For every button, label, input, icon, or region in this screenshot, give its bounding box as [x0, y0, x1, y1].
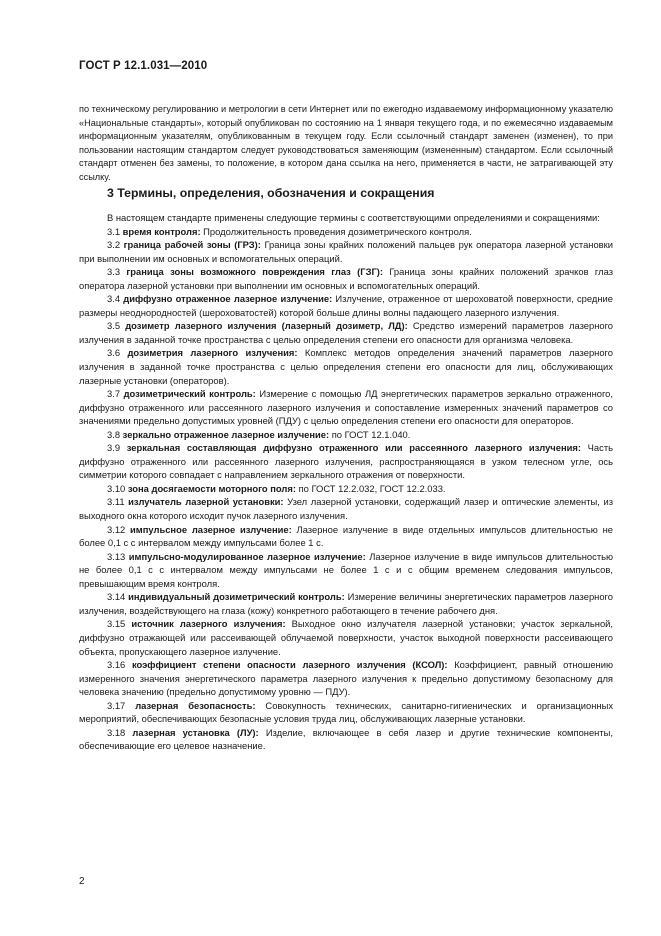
- term-entry: [79, 726, 613, 753]
- term-definition: Средство измерений параметров лазерного излучения в заданной точке пространства с целью определения степени его опасности для организма человека.: [79, 320, 614, 345]
- term-name: лазерная установка (ЛУ):: [132, 726, 259, 738]
- term-entry: [79, 441, 613, 482]
- term-number: 3.7: [107, 388, 121, 400]
- term-definition: Часть диффузно отраженного или рассеянного лазерного излучения, распространяющаяся в узком телесном угле, ось симметрии которого совпадает с направлением зеркального отражения от поверхности.: [79, 442, 613, 481]
- term-entry: [79, 238, 613, 265]
- term-number: 3.17: [107, 699, 126, 711]
- term-name: дозиметрия лазерного излучения:: [127, 347, 298, 359]
- term-number: 3.2: [107, 239, 121, 251]
- term-name: зеркально отраженное лазерное излучение:: [122, 428, 330, 440]
- term-definition: Лазерное излучение в виде импульсов длительностью не более 0,1 с с интервалом между импульсами не более 1 с и с общим временем следования импульсов, превышающим время контроля.: [79, 550, 614, 589]
- term-definition: Граница зоны крайних положений зрачков глаз оператора лазерной установки при выполнении им основных и вспомогательных операций.: [79, 266, 614, 291]
- term-number: 3.9: [107, 442, 121, 454]
- term-definition: Изделие, включающее в себя лазер и другие технические компоненты, обеспечивающие его целевое назначение.: [79, 726, 613, 752]
- term-entry: [79, 590, 613, 617]
- term-number: 3.10: [107, 482, 126, 494]
- term-entry: [79, 387, 613, 428]
- term-name: коэффициент степени опасности лазерного излучения (КСОЛ):: [131, 659, 448, 671]
- term-entry: [79, 523, 613, 550]
- term-entry: [79, 265, 613, 292]
- term-number: 3.1: [107, 225, 121, 237]
- term-entry: [79, 292, 613, 319]
- term-name: граница зоны возможного повреждения глаз (ГЗГ):: [126, 266, 384, 278]
- term-number: 3.6: [107, 347, 121, 359]
- lead-paragraph: В настоящем стандарте применены следующие термины с соответствующими определениями и сокращениями:: [107, 212, 600, 223]
- term-definition: Комплекс методов определения значений параметров лазерного излучения в заданной точке пространства с целью определения степени его опасности для лиц, обслуживающих лазерные установки (операторов).: [79, 347, 613, 386]
- terms-list: [79, 225, 613, 753]
- term-name: импульсное лазерное излучение:: [130, 523, 292, 535]
- term-number: 3.3: [107, 266, 121, 278]
- term-number: 3.12: [107, 523, 126, 535]
- page-number: 2: [79, 876, 85, 887]
- term-entry: [79, 658, 613, 699]
- term-definition: Измерение с помощью ЛД энергетических параметров зеркально отраженного, диффузно отраженного или рассеянного лазерного излучения и сопоставление измеренных значений параметров со значениями предельно допустимых уровней (ПДУ) с целью определения степени его опасности для операторов.: [79, 388, 613, 427]
- term-name: зеркальная составляющая диффузно отраженного или рассеянного лазерного излучения:: [126, 442, 581, 454]
- term-name: диффузно отраженное лазерное излучение:: [123, 293, 333, 305]
- document-header: ГОСТ Р 12.1.031—2010: [79, 60, 208, 72]
- term-entry: [79, 550, 613, 591]
- term-name: граница рабочей зоны (ГРЗ):: [123, 239, 261, 251]
- terms-body: [79, 211, 613, 753]
- term-name: дозиметр лазерного излучения (лазерный дозиметр, ЛД):: [125, 320, 408, 332]
- term-entry: [79, 495, 613, 522]
- term-name: индивидуальный дозиметрический контроль:: [128, 591, 345, 603]
- term-number: 3.16: [107, 659, 126, 671]
- term-definition: Выходное окно излучателя лазерной установки; участок зеркальной, диффузно отражающей или рассеивающей облучаемой поверхности, участок выходной поверхности рассеивающего объекта, пропускающего лазерное излучение.: [79, 618, 614, 657]
- term-entry: [79, 319, 613, 346]
- term-number: 3.8: [107, 428, 121, 440]
- term-entry: [79, 617, 613, 658]
- term-name: источник лазерного излучения:: [131, 618, 286, 630]
- term-definition: Продолжительность проведения дозиметрического контроля.: [203, 225, 472, 237]
- section-title: 3 Термины, определения, обозначения и сокращения: [107, 186, 435, 200]
- term-definition: Узел лазерной установки, содержащий лазер и оптические элементы, из выходного окна которого исходит пучок лазерного излучения.: [79, 496, 613, 522]
- term-entry: [79, 225, 613, 239]
- term-number: 3.14: [107, 591, 126, 603]
- term-definition: Излучение, отраженное от шероховатой поверхности, средние размеры неоднородностей (шероховатостей) которой больше длины волны падающего лазерного излучения.: [79, 293, 613, 318]
- term-name: дозиметрический контроль:: [123, 388, 256, 400]
- term-number: 3.11: [107, 496, 125, 508]
- term-definition: Совокупность технических, санитарно-гигиенических и организационных мероприятий, обеспечивающих безопасные условия труда лиц, обслуживающих лазерные установки.: [79, 699, 614, 725]
- term-entry: [79, 428, 613, 442]
- term-entry: [79, 699, 613, 726]
- term-definition: Граница зоны крайних положений пальцев рук оператора лазерной установки при выполнении им основных и вспомогательных операций.: [79, 239, 614, 264]
- term-entry: [79, 482, 613, 496]
- term-entry: [79, 346, 613, 387]
- term-number: 3.18: [107, 726, 126, 738]
- term-name: лазерная безопасность:: [135, 699, 256, 711]
- term-name: излучатель лазерной установки:: [128, 496, 284, 508]
- term-definition: Измерение величины энергетических параметров лазерного излучения, воздействующего на глаза (кожу) конкретного работающего в течение рабочего дня.: [79, 591, 613, 616]
- term-number: 3.5: [107, 320, 121, 332]
- term-definition: по ГОСТ 12.2.032, ГОСТ 12.2.033.: [298, 482, 446, 494]
- term-definition: Лазерное излучение в виде отдельных импульсов длительностью не более 0,1 с с интервалом между импульсами более 1 с.: [79, 523, 613, 549]
- term-number: 3.4: [107, 293, 121, 305]
- term-name: время контроля:: [122, 225, 201, 237]
- intro-paragraph: по техническому регулированию и метрологии в сети Интернет или по ежегодно издаваемому информационному указателю «Национальные стандарты», который опубликован по состоянию на 1 января текущего года, и по ежемесячно издаваемым информационным указателям, опубликованным в текущем году. Если ссылочный стандарт заменен (изменен), то при пользовании настоящим стандартом следует руководствоваться заменяющим (измененным) стандартом. Если ссылочный стандарт отменен без замены, то положение, в котором дана ссылка на него, применяется в части, не затрагивающей эту ссылку.: [79, 104, 613, 182]
- term-name: импульсно-модулированное лазерное излучение:: [128, 550, 366, 562]
- term-number: 3.15: [107, 618, 126, 630]
- term-definition: Коэффициент, равный отношению измеренного значения энергетического параметра лазерного излучения к предельно допустимому безопасному для человека значению (предельно допустимому уровню — ПДУ).: [79, 659, 613, 698]
- term-definition: по ГОСТ 12.1.040.: [331, 428, 411, 440]
- term-number: 3.13: [107, 550, 126, 562]
- term-name: зона досягаемости моторного поля:: [127, 482, 296, 494]
